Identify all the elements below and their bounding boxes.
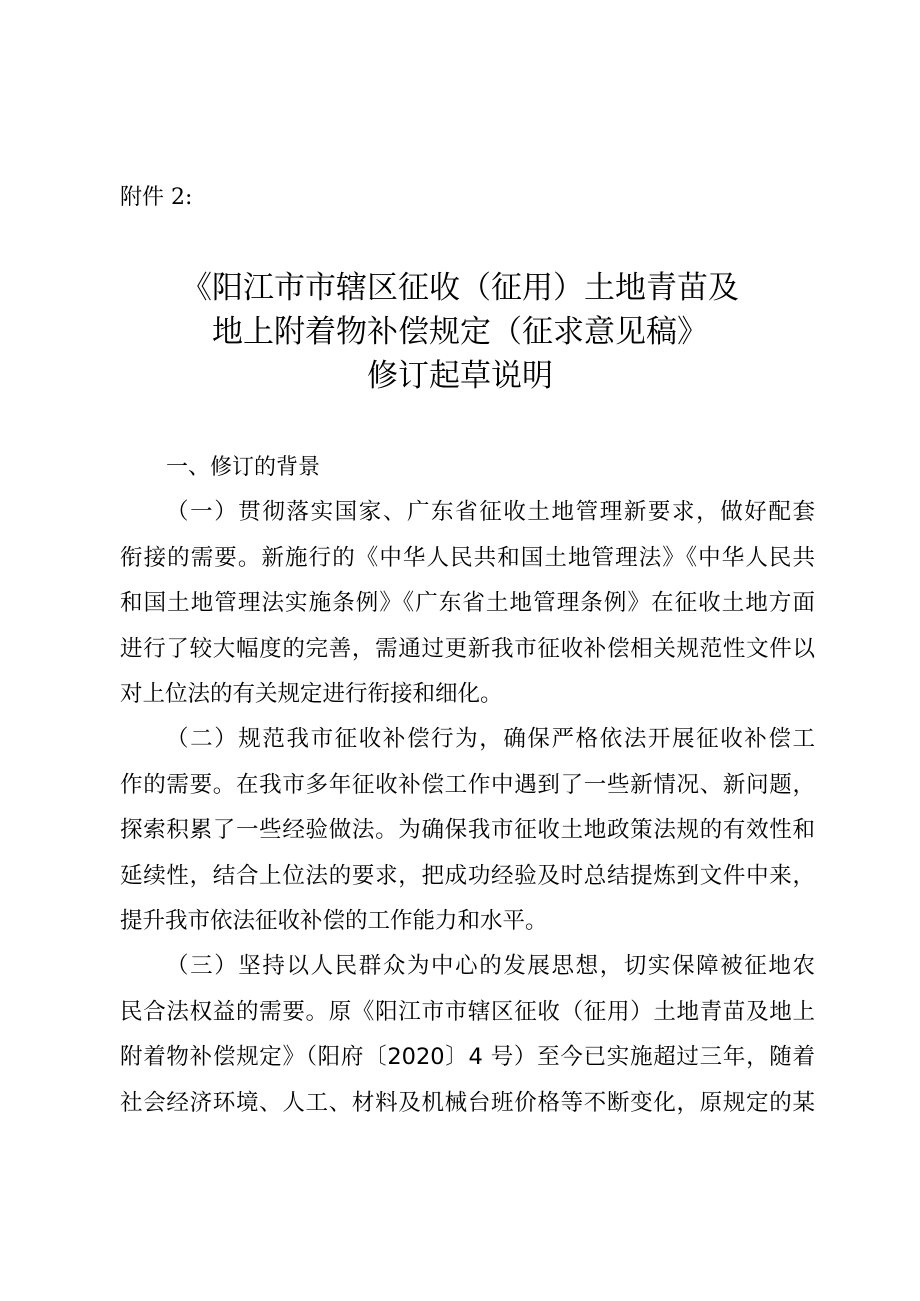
paragraph-line: 衔接的需要。新施行的《中华人民共和国土地管理法》《中华人民共 bbox=[120, 544, 815, 571]
paragraph-line: （三）坚持以人民群众为中心的发展思想，切实保障被征地农 bbox=[166, 953, 815, 979]
title-line-2: 地上附着物补偿规定（征求意见稿》 bbox=[212, 314, 708, 350]
paragraph-line: （一）贯彻落实国家、广东省征收土地管理新要求，做好配套 bbox=[166, 499, 815, 525]
paragraph-line: 作的需要。在我市多年征收补偿工作中遇到了一些新情况、新问题， bbox=[120, 771, 815, 798]
paragraph-line: （二）规范我市征收补偿行为，确保严格依法开展征收补偿工 bbox=[166, 726, 815, 752]
paragraph-3 bbox=[120, 944, 815, 1126]
paragraph-line: 社会经济环境、人工、材料及机械台班价格等不断变化，原规定的某 bbox=[120, 1089, 815, 1116]
paragraph-line: 对上位法的有关规定进行衔接和细化。 bbox=[120, 681, 503, 707]
paragraph-line: 探索积累了一些经验做法。为确保我市征收土地政策法规的有效性和 bbox=[120, 817, 815, 843]
paragraph-line: 附着物补偿规定》（阳府〔2020〕4 号）至今已实施超过三年，随着 bbox=[120, 1044, 815, 1070]
paragraph-line: 进行了较大幅度的完善，需通过更新我市征收补偿相关规范性文件以 bbox=[120, 635, 815, 662]
title-line-3: 修订起草说明 bbox=[367, 358, 553, 394]
attachment-label: 附件 2: bbox=[120, 185, 193, 210]
title-line-1: 《阳江市市辖区征收（征用）土地青苗及 bbox=[181, 270, 739, 306]
section-1-heading: 一、修订的背景 bbox=[166, 455, 321, 480]
paragraph-line: 提升我市依法征收补偿的工作能力和水平。 bbox=[120, 908, 548, 934]
paragraph-line: 延续性，结合上位法的要求，把成功经验及时总结提炼到文件中来， bbox=[120, 862, 815, 889]
paragraph-line: 和国土地管理法实施条例》《广东省土地管理条例》在征收土地方面 bbox=[120, 590, 815, 616]
paragraph-line: 民合法权益的需要。原《阳江市市辖区征收（征用）土地青苗及地上 bbox=[120, 998, 815, 1025]
paragraph-1 bbox=[120, 490, 815, 718]
paragraph-2 bbox=[120, 717, 815, 945]
document-title bbox=[0, 266, 920, 398]
